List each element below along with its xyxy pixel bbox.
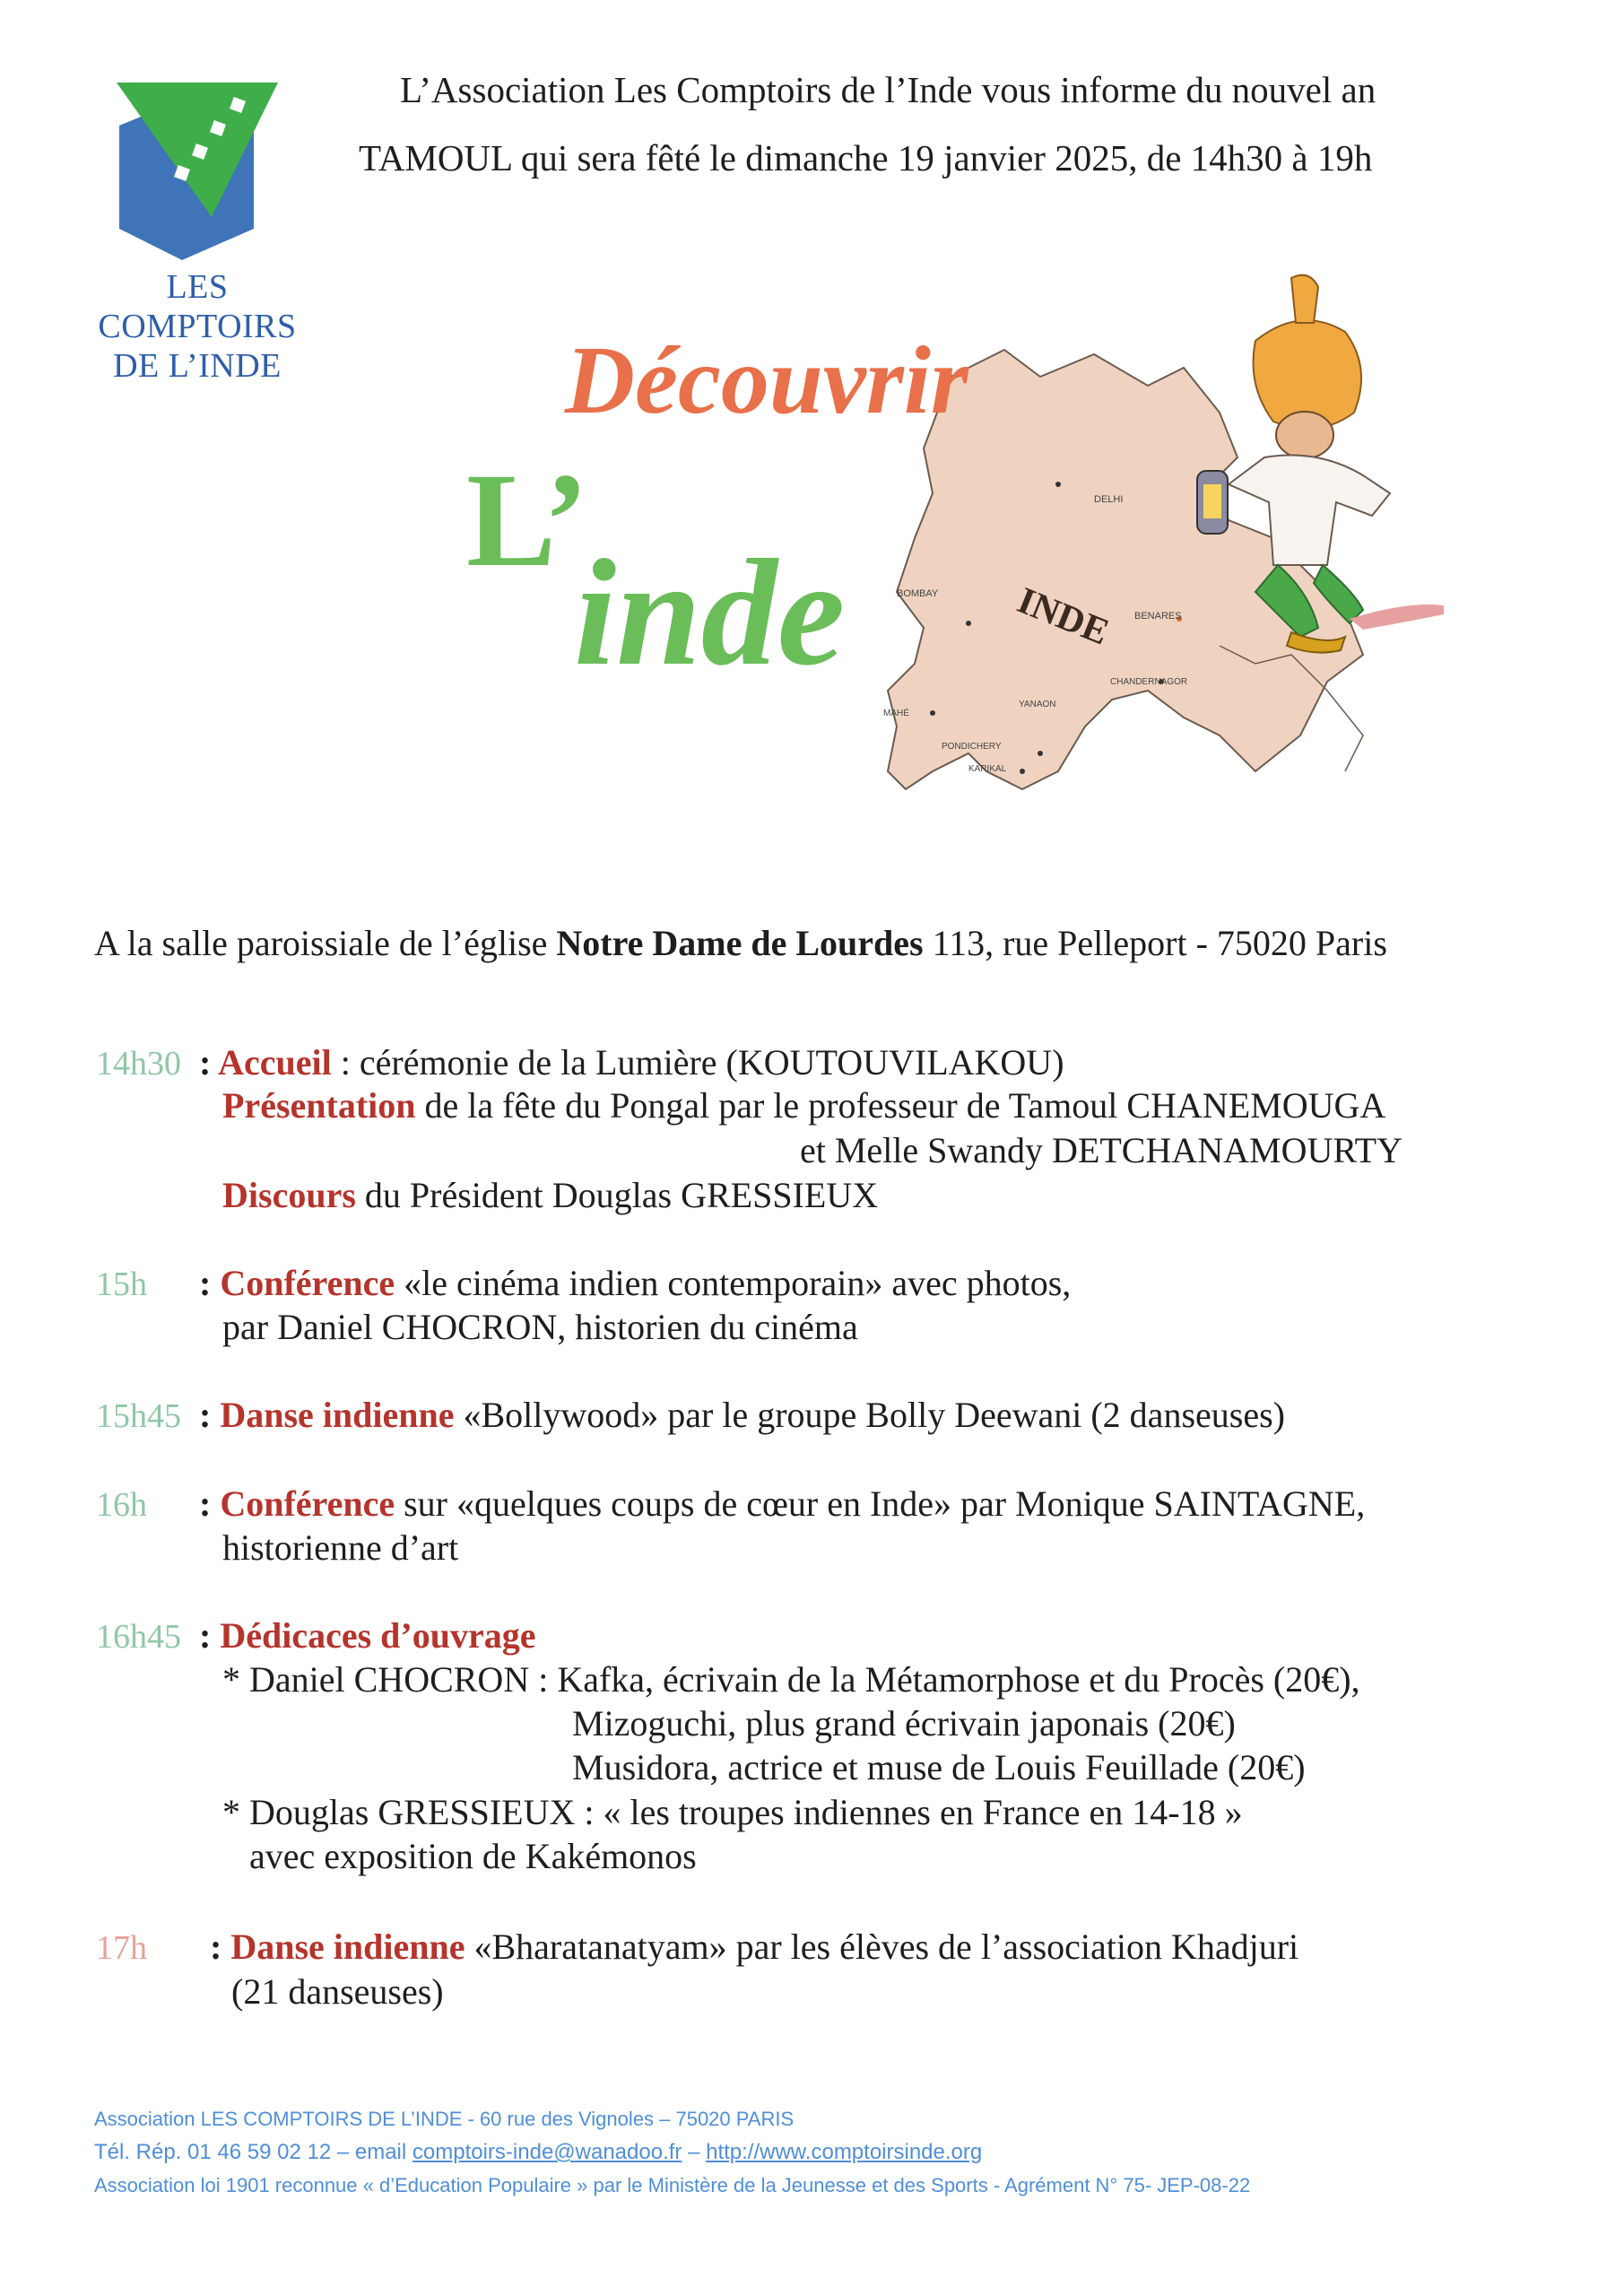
- illustration-title-line2: inde: [574, 528, 846, 697]
- schedule-keyword: Accueil: [218, 1042, 332, 1083]
- schedule-keyword: Présentation: [222, 1085, 416, 1126]
- schedule-time: 16h45: [96, 1618, 181, 1656]
- schedule-text: : cérémonie de la Lumière (KOUTOUVILAKOU): [331, 1042, 1064, 1083]
- footer-contact: [94, 2135, 1529, 2170]
- logo-text: [63, 267, 332, 386]
- city-label: YANAON: [1019, 700, 1056, 709]
- illustration-title-line1: Découvrir: [565, 327, 968, 434]
- city-label: BOMBAY: [897, 588, 939, 599]
- schedule-entry: : Conférence sur «quelques coups de cœur en Inde» par Monique SAINTAGNE,: [199, 1483, 1366, 1524]
- footer-address: Association LES COMPTOIRS DE L’INDE - 60 rue des Vignoles – 75020 PARIS: [94, 2108, 795, 2130]
- illustration-title-prefix: L’: [466, 446, 589, 595]
- intro-text: [359, 56, 1578, 192]
- schedule-text: Musidora, actrice et muse de Louis Feuillade (20€): [572, 1747, 1306, 1787]
- venue-address: 113, rue Pelleport - 75020 Paris: [923, 923, 1387, 963]
- schedule-entry: [222, 1173, 878, 1218]
- city-label: BENARES: [1134, 611, 1182, 622]
- map-country-label: INDE: [1012, 579, 1115, 654]
- footer-website-link[interactable]: http://www.comptoirsinde.org: [706, 2140, 983, 2164]
- venue-church: Notre Dame de Lourdes: [556, 923, 924, 963]
- city-label: DELHI: [1094, 494, 1124, 505]
- decouvrir-inde-illustration: [466, 269, 1453, 825]
- schedule-text: par Daniel CHOCRON, historien du cinéma: [222, 1307, 858, 1347]
- schedule-text: Mizoguchi, plus grand écrivain japonais (20€): [572, 1703, 1236, 1744]
- footer: [94, 2103, 1529, 2202]
- schedule-keyword: Conférence: [220, 1263, 395, 1303]
- schedule-text: de la fête du Pongal par le professeur de Tamoul CHANEMOUGA: [415, 1085, 1386, 1126]
- schedule-entry: [222, 1526, 458, 1570]
- schedule-time: 15h45: [96, 1397, 181, 1435]
- logo-text-line2: DE L’INDE: [113, 347, 282, 385]
- footer-accreditation: Association loi 1901 reconnue « d’Education Populaire » par le Ministère de la Jeunesse et des Sports - Agrément N° 75- JEP-08-22: [94, 2174, 1251, 2196]
- schedule-entry: [572, 1745, 1306, 1790]
- schedule-keyword: Dédicaces d’ouvrage: [220, 1615, 536, 1656]
- city-label: MAHÉ: [883, 709, 909, 718]
- schedule-entry: [222, 1305, 858, 1350]
- schedule-text: historienne d’art: [222, 1527, 459, 1568]
- schedule-keyword: Danse indienne: [220, 1395, 455, 1435]
- schedule-time: 16h: [96, 1486, 147, 1524]
- logo-text-line1: LES COMPTOIRS: [98, 268, 297, 345]
- schedule-text: avec exposition de Kakémonos: [249, 1836, 697, 1876]
- schedule-entry: [222, 1083, 1385, 1128]
- schedule-entry: : Conférence «le cinéma indien contemporain» avec photos,: [199, 1263, 1072, 1303]
- schedule-item-16h: [96, 1482, 147, 1527]
- intro-line1: L’Association Les Comptoirs de l’Inde vous informe du nouvel an: [400, 69, 1376, 110]
- schedule-text: «Bharatanatyam» par les élèves de l’association Khadjuri: [465, 1926, 1299, 1967]
- schedule-entry: [249, 1834, 697, 1879]
- schedule-item-1545: [96, 1393, 181, 1439]
- schedule-entry: : Danse indienne «Bollywood» par le groupe Bolly Deewani (2 danseuses): [199, 1395, 1285, 1435]
- venue-prefix: A la salle paroissiale de l’église: [94, 923, 557, 963]
- schedule-time: 15h: [96, 1265, 147, 1303]
- schedule-text: * Daniel CHOCRON : Kafka, écrivain de la Métamorphose et du Procès (20€),: [222, 1659, 1360, 1700]
- schedule-text: «le cinéma indien contemporain» avec photos,: [395, 1263, 1072, 1303]
- comptoirs-logo-icon: [106, 72, 285, 269]
- venue-line: [94, 922, 1583, 964]
- schedule-entry: [800, 1128, 1403, 1173]
- schedule-item-1430: [96, 1040, 181, 1086]
- schedule-item-15h: [96, 1261, 147, 1307]
- association-logo: [63, 63, 332, 385]
- schedule-text: et Melle Swandy DETCHANAMOURTY: [800, 1130, 1403, 1170]
- city-label: PONDICHERY: [942, 742, 1002, 752]
- schedule-text: sur «quelques coups de cœur en Inde» par Monique SAINTAGNE,: [395, 1483, 1366, 1524]
- schedule-text: du Président Douglas GRESSIEUX: [355, 1175, 879, 1215]
- schedule-entry: : Danse indienne «Bharatanatyam» par les élèves de l’association Khadjuri: [210, 1926, 1299, 1967]
- schedule-item-1645: [96, 1613, 181, 1659]
- footer-phone: Tél. Rép. 01 46 59 02 12 – email: [94, 2140, 413, 2164]
- footer-separator: –: [682, 2140, 707, 2164]
- schedule-item-17h: [96, 1925, 147, 1970]
- city-label: KARIKAL: [968, 764, 1007, 774]
- schedule-text: * Douglas GRESSIEUX : « les troupes indiennes en France en 14-18 »: [222, 1792, 1243, 1832]
- city-label: CHANDERNAGOR: [1110, 677, 1188, 687]
- schedule-keyword: Danse indienne: [230, 1926, 465, 1967]
- schedule-entry: : Accueil : cérémonie de la Lumière (KOUTOUVILAKOU): [199, 1042, 1064, 1083]
- schedule-text: (21 danseuses): [231, 1971, 444, 2012]
- schedule-entry: [231, 1970, 444, 2014]
- schedule-entry: [572, 1701, 1236, 1746]
- schedule-time: 17h: [96, 1929, 147, 1967]
- india-map-illustration: [466, 269, 1453, 825]
- schedule-entry: [222, 1790, 1243, 1835]
- schedule-entry: [222, 1657, 1360, 1702]
- intro-line2: TAMOUL qui sera fêté le dimanche 19 janvier 2025, de 14h30 à 19h: [359, 137, 1373, 178]
- schedule-keyword: Conférence: [220, 1483, 395, 1524]
- schedule-keyword: Discours: [222, 1175, 356, 1215]
- schedule-text: «Bollywood» par le groupe Bolly Deewani (2 danseuses): [454, 1395, 1285, 1435]
- schedule-time: 14h30: [96, 1045, 181, 1083]
- footer-email-link[interactable]: comptoirs-inde@wanadoo.fr: [412, 2140, 682, 2164]
- schedule-entry: : Dédicaces d’ouvrage: [199, 1615, 536, 1656]
